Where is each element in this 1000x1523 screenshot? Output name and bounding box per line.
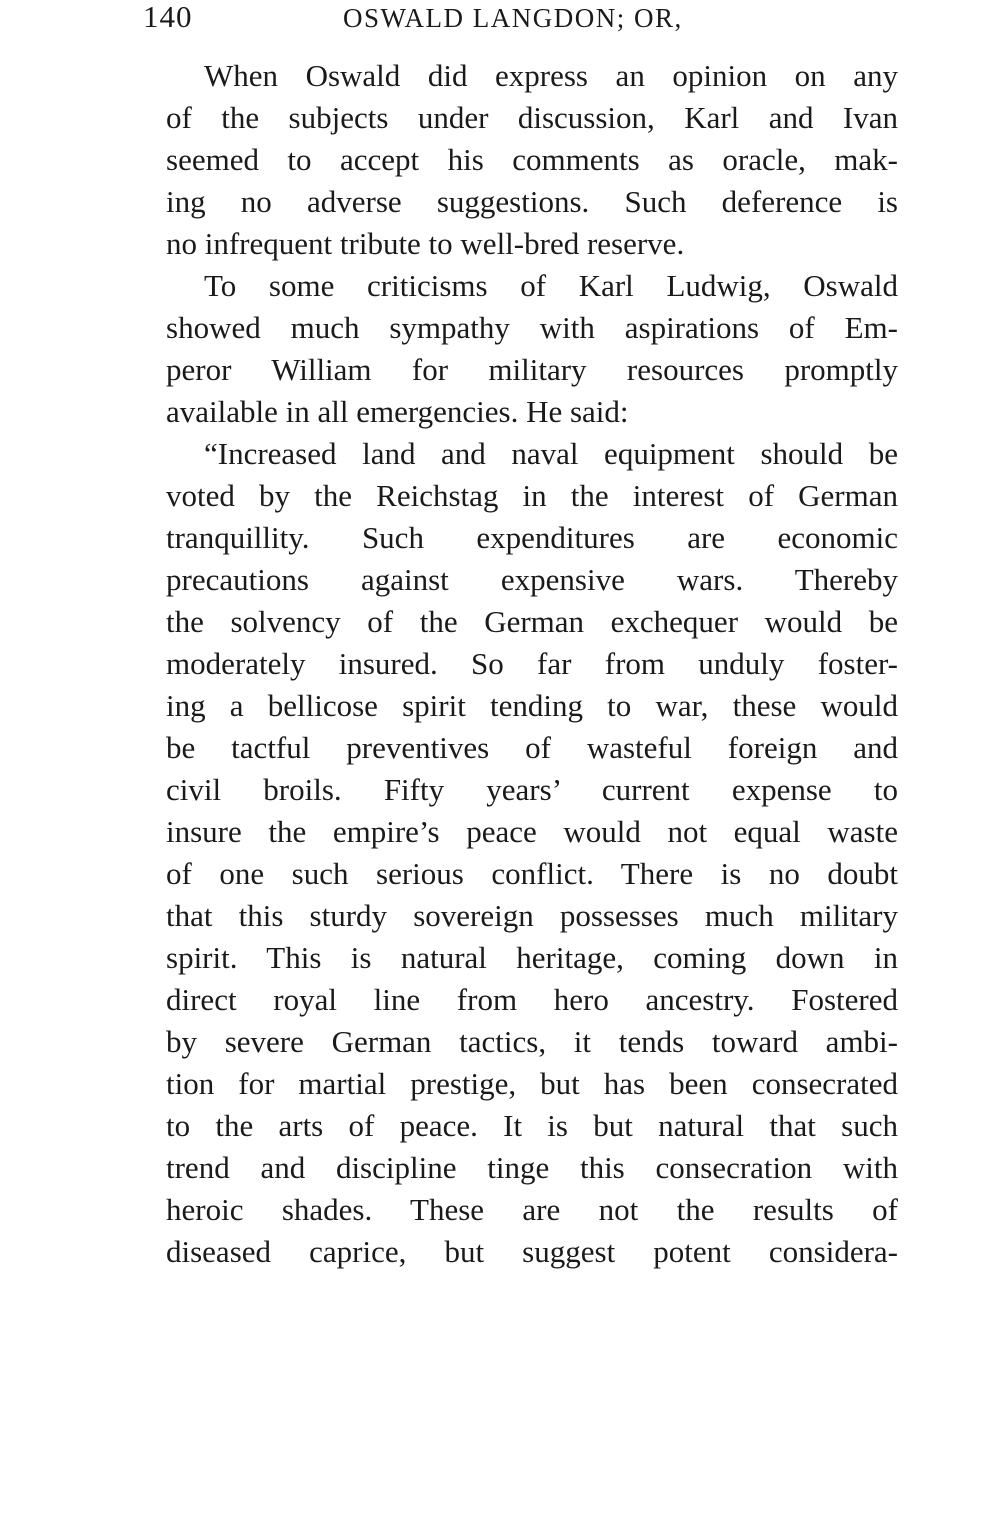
text-line: no infrequent tribute to well-bred reserve.	[166, 226, 685, 261]
text-line: that this sturdy sovereign possesses much military	[166, 898, 898, 933]
text-line: voted by the Reichstag in the interest of German	[166, 478, 898, 513]
text-line: the solvency of the German exchequer would be	[166, 604, 898, 639]
page-number: 140	[143, 0, 193, 34]
text-line: ing no adverse suggestions. Such deference is	[166, 184, 898, 219]
text-line: insure the empire’s peace would not equal waste	[166, 814, 898, 849]
text-line: of one such serious conflict. There is no doubt	[166, 856, 898, 891]
body-text	[166, 55, 898, 1273]
running-head	[143, 0, 903, 36]
text-line: To some criticisms of Karl Ludwig, Oswald	[204, 268, 898, 303]
text-line: When Oswald did express an opinion on any	[204, 58, 898, 93]
text-line: moderately insured. So far from unduly foster-	[166, 646, 898, 681]
text-line: of the subjects under discussion, Karl and Ivan	[166, 100, 898, 135]
text-line: by severe German tactics, it tends toward ambi-	[166, 1024, 898, 1059]
text-line: diseased caprice, but suggest potent considera-	[166, 1234, 898, 1269]
text-line: tranquillity. Such expenditures are economic	[166, 520, 898, 555]
text-line: spirit. This is natural heritage, coming down in	[166, 940, 898, 975]
text-line: available in all emergencies. He said:	[166, 394, 629, 429]
text-line: peror William for military resources promptly	[166, 352, 898, 387]
text-line: trend and discipline tinge this consecration with	[166, 1150, 898, 1185]
text-line: tion for martial prestige, but has been consecrated	[166, 1066, 898, 1101]
text-line: be tactful preventives of wasteful foreign and	[166, 730, 898, 765]
text-line: to the arts of peace. It is but natural that such	[166, 1108, 898, 1143]
text-line: precautions against expensive wars. Thereby	[166, 562, 898, 597]
text-line: seemed to accept his comments as oracle, mak-	[166, 142, 898, 177]
text-line: heroic shades. These are not the results of	[166, 1192, 898, 1227]
text-line: direct royal line from hero ancestry. Fostered	[166, 982, 898, 1017]
running-title: OSWALD LANGDON; OR,	[343, 3, 683, 33]
text-line: ing a bellicose spirit tending to war, these would	[166, 688, 898, 723]
text-line: showed much sympathy with aspirations of Em-	[166, 310, 898, 345]
text-line: civil broils. Fifty years’ current expense to	[166, 772, 898, 807]
text-line: “Increased land and naval equipment should be	[204, 436, 898, 471]
